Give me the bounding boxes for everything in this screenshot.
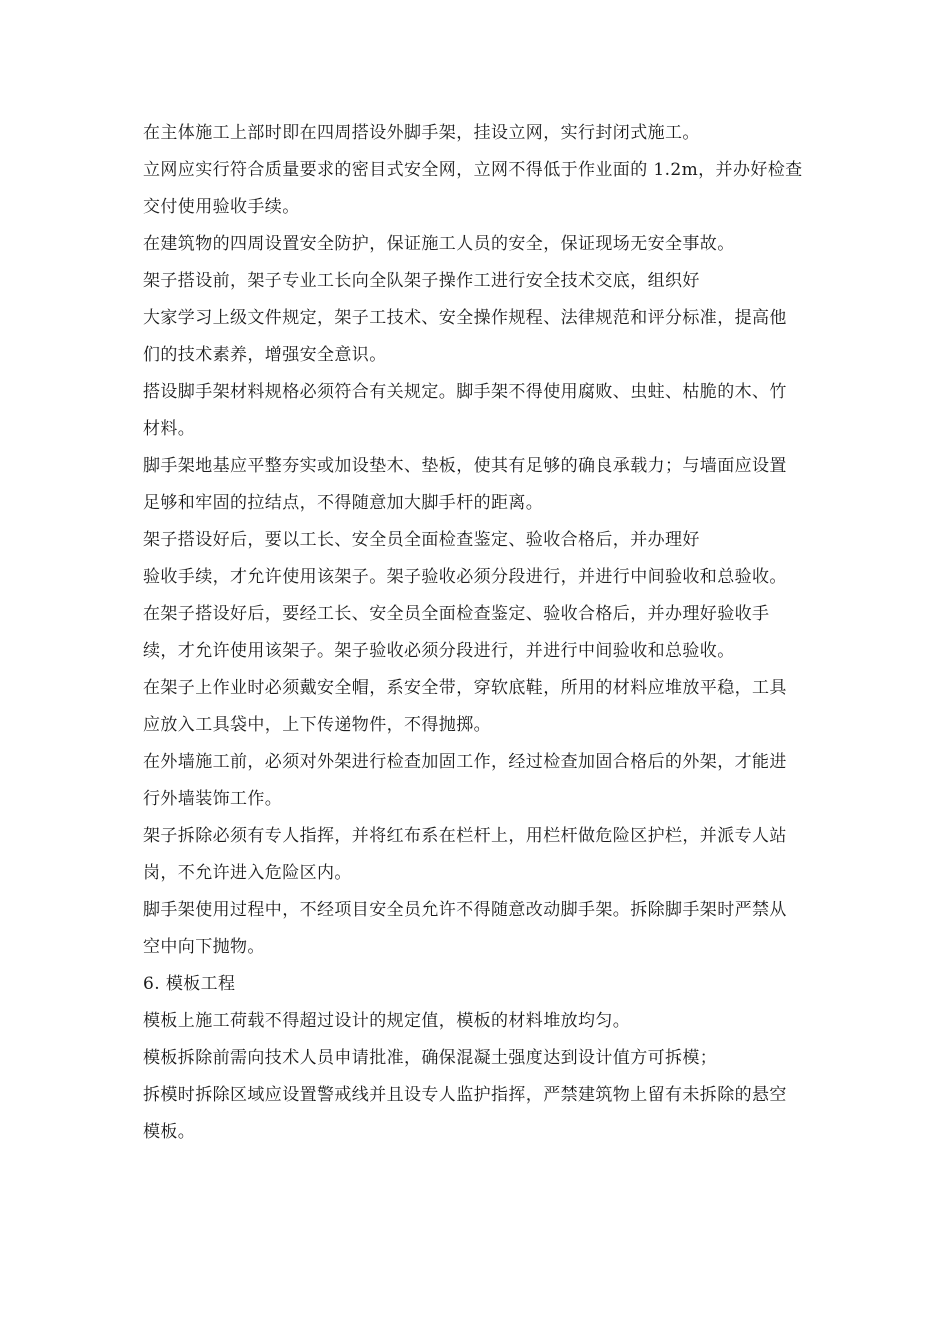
document-body bbox=[143, 115, 803, 1151]
section-paragraph-3: 拆模时拆除区域应设置警戒线并且设专人监护指挥，严禁建筑物上留有未拆除的悬空模板。 bbox=[143, 1085, 787, 1142]
paragraph-3: 在建筑物的四周设置安全防护，保证施工人员的安全，保证现场无安全事故。 bbox=[143, 234, 735, 254]
paragraph-6: 搭设脚手架材料规格必须符合有关规定。脚手架不得使用腐败、虫蛀、枯脆的木、竹材料。 bbox=[143, 382, 787, 439]
paragraph-5: 大家学习上级文件规定，架子工技术、安全操作规程、法律规范和评分标准，提高他们的技术素养，增强安全意识。 bbox=[143, 308, 787, 365]
section-paragraph-2: 模板拆除前需向技术人员申请批准，确保混凝土强度达到设计值方可拆模； bbox=[143, 1048, 718, 1068]
paragraph-1: 在主体施工上部时即在四周搭设外脚手架，挂设立网，实行封闭式施工。 bbox=[143, 123, 700, 143]
paragraph-4: 架子搭设前，架子专业工长向全队架子操作工进行安全技术交底，组织好 bbox=[143, 271, 700, 291]
section-paragraph-1: 模板上施工荷载不得超过设计的规定值，模板的材料堆放均匀。 bbox=[143, 1011, 631, 1031]
paragraph-9: 验收手续，才允许使用该架子。架子验收必须分段进行，并进行中间验收和总验收。 bbox=[143, 567, 787, 587]
section-heading: 6. 模板工程 bbox=[143, 974, 236, 994]
paragraph-12: 在外墙施工前，必须对外架进行检查加固工作，经过检查加固合格后的外架，才能进行外墙装饰工作。 bbox=[143, 752, 787, 809]
paragraph-11: 在架子上作业时必须戴安全帽，系安全带，穿软底鞋，所用的材料应堆放平稳，工具应放入工具袋中，上下传递物件，不得抛掷。 bbox=[143, 678, 787, 735]
paragraph-7: 脚手架地基应平整夯实或加设垫木、垫板，使其有足够的确良承载力；与墙面应设置足够和牢固的拉结点，不得随意加大脚手杆的距离。 bbox=[143, 456, 787, 513]
paragraph-2: 立网应实行符合质量要求的密目式安全网，立网不得低于作业面的 1.2m，并办好检查交付使用验收手续。 bbox=[143, 160, 803, 217]
paragraph-10: 在架子搭设好后，要经工长、安全员全面检查鉴定、验收合格后，并办理好验收手续，才允许使用该架子。架子验收必须分段进行，并进行中间验收和总验收。 bbox=[143, 604, 770, 661]
paragraph-14: 脚手架使用过程中，不经项目安全员允许不得随意改动脚手架。拆除脚手架时严禁从空中向下抛物。 bbox=[143, 900, 787, 957]
paragraph-13: 架子拆除必须有专人指挥，并将红布系在栏杆上，用栏杆做危险区护栏，并派专人站岗，不允许进入危险区内。 bbox=[143, 826, 787, 883]
paragraph-8: 架子搭设好后，要以工长、安全员全面检查鉴定、验收合格后，并办理好 bbox=[143, 530, 700, 550]
